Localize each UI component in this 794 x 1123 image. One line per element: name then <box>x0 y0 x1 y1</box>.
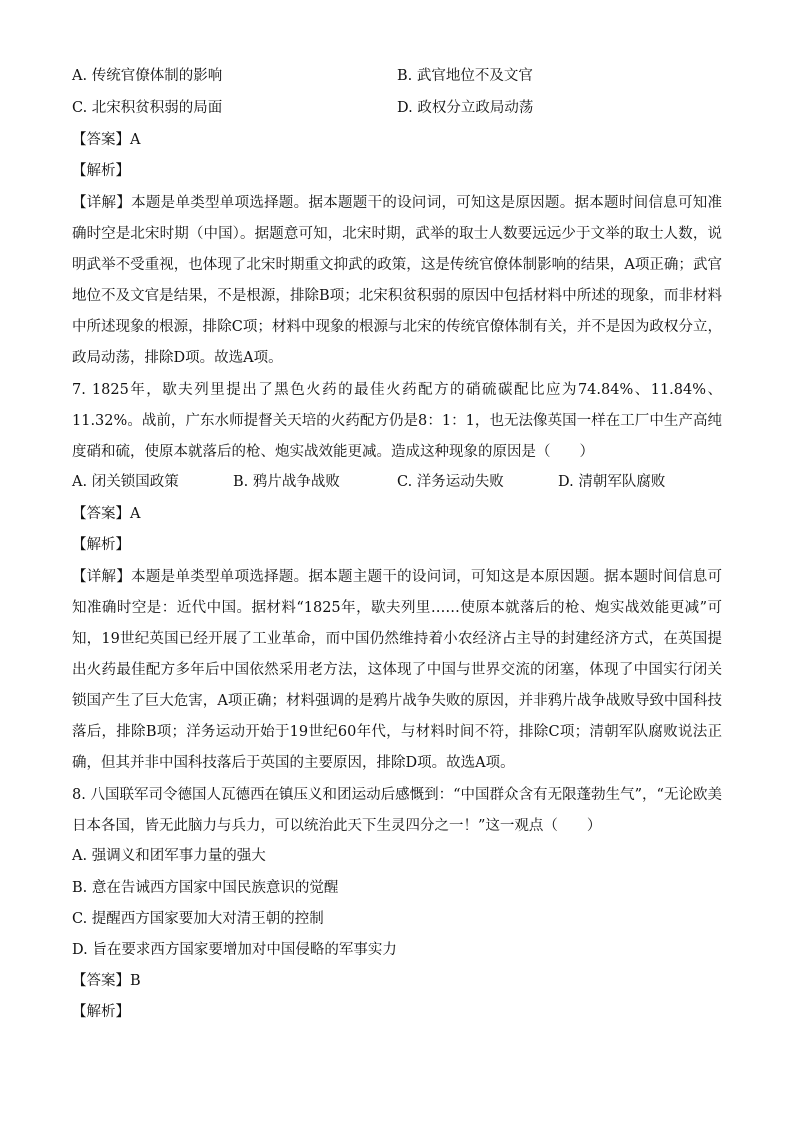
q7-stem: 7. 1825年，歇夫列里提出了黑色火药的最佳火药配方的硝硫碳配比应为74.84%、11.84%、11.32%。战前，广东水师提督关天培的火药配方仍是8：1：1，也无法像英国一样在工厂中生产高纯度硝和硫，使原本就落后的枪、炮实战效能更减。造成这种现象的原因是（ ） <box>72 382 722 460</box>
q6-answer: 【答案】A <box>72 132 141 148</box>
q6-detail: 【详解】本题是单类型单项选择题。据本题题干的设问词，可知这是原因题。据本题时间信息可知准确时空是北宋时期（中国）。据题意可知，北宋时期，武举的取士人数要远远少于文举的取士人数，说明武举不受重视，也体现了北宋时期重文抑武的政策，这是传统官僚体制影响的结果，A项正确；武官地位不及文官是结果，不是根源，排除B项；北宋积贫积弱的原因中包括材料中所述的现象，而非材料中所述现象的根源，排除C项；材料中现象的根源与北宋的传统官僚体制有关，并不是因为政权分立，政局动荡，排除D项。故选A项。 <box>72 195 722 366</box>
q7-option-a: A. 闭关锁国政策 <box>72 474 179 490</box>
q7-option-c: C. 洋务运动失败 <box>397 474 504 490</box>
q6-option-d: D. 政权分立政局动荡 <box>397 100 534 116</box>
q8-stem: 8. 八国联军司令德国人瓦德西在镇压义和团运动后感慨到：“中国群众含有无限蓬勃生气”，“无论欧美日本各国，皆无此脑力与兵力，可以统治此天下生灵四分之一！”这一观点（ ） <box>72 787 722 834</box>
q7-option-d: D. 清朝军队腐败 <box>558 474 666 490</box>
q6-option-c: C. 北宋积贫积弱的局面 <box>72 100 223 116</box>
q7-analysis-label: 【解析】 <box>72 537 130 553</box>
q8-analysis-label: 【解析】 <box>72 1004 130 1020</box>
q7-detail: 【详解】本题是单类型单项选择题。据本题主题干的设问词，可知这是本原因题。据本题时间信息可知准确时空是：近代中国。据材料“1825年，歇夫列里……使原本就落后的枪、炮实战效能更减”可知，19世纪英国已经开展了工业革命，而中国仍然维持着小农经济占主导的封建经济方式，在英国提出火药最佳配方多年后中国依然采用老方法，这体现了中国与世界交流的闭塞，体现了中国实行闭关锁国产生了巨大危害，A项正确；材料强调的是鸦片战争失败的原因，并非鸦片战争战败导致中国科技落后，排除B项；洋务运动开始于19世纪60年代，与材料时间不符，排除C项；清朝军队腐败说法正确，但其并非中国科技落后于英国的主要原因，排除D项。故选A项。 <box>72 569 722 771</box>
q7-option-b: B. 鸦片战争战败 <box>233 474 340 490</box>
q8-option-c: C. 提醒西方国家要加大对清王朝的控制 <box>72 911 324 927</box>
q8-option-a: A. 强调义和团军事力量的强大 <box>72 848 266 864</box>
q8-answer: 【答案】B <box>72 973 141 989</box>
q6-analysis-label: 【解析】 <box>72 163 130 179</box>
q6-option-b: B. 武官地位不及文官 <box>397 68 533 84</box>
q8-option-d: D. 旨在要求西方国家要增加对中国侵略的军事实力 <box>72 942 397 958</box>
q6-option-a: A. 传统官僚体制的影响 <box>72 68 223 84</box>
q8-option-b: B. 意在告诫西方国家中国民族意识的觉醒 <box>72 880 339 896</box>
q7-answer: 【答案】A <box>72 506 141 522</box>
